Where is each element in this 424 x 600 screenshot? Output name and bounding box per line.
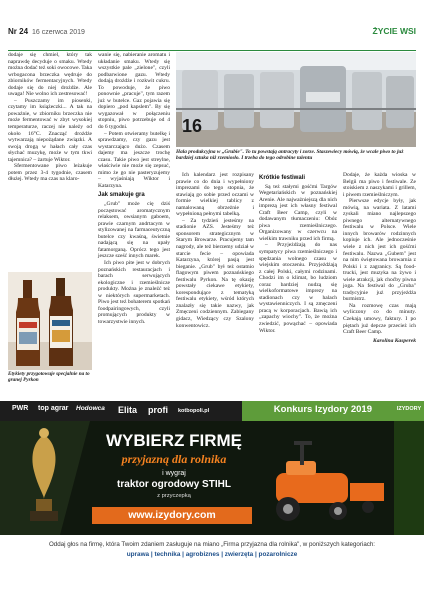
paragraph: Ich kalendarz jest rozpisany prawie co do dnia i wypełniony imprezami do tego stopnia, że stawiają go sobie przed oczami w formie wielkiej tablicy z namalowaną obrzeżnie i wypełnioną pełnymi tabelką. (176, 172, 254, 218)
sponsor-logo-top-agrar: top agrar (38, 405, 69, 412)
paragraph: Dodaje, że każda wioska w Belgii ma piwo i festiwale. Ze stoiskiem z naszykami i grillem, i piwem rzemieślniczym. (343, 172, 416, 198)
paragraph: „Grub" może cię dziś poczęstować aromatycznym relaksem, owsianym gaboem, prawie czarnym andrtacym w stylizowanej na farmaceutyczną butelce czy kwaśną, świetnie nadającą się na upały fatamorganą. Oprócz tego jest jeszcze sześć innych marek. (98, 201, 170, 260)
ad-headline: WYBIERZ FIRMĘ (106, 431, 242, 450)
photo-caption: Hala produkcyjna w „Grubie". To tu powstają antracyty i zorze. Staszewiecy mówią, że wcale piwo to już bardziej sztuka niż rzemiosło. I trzeba do tego odrobine talentu (176, 149, 404, 162)
paragraph: – Potem otwieramy butelkę i sprawdzamy, czy gazu jest wystarczająco dużo. Czasem dajemy ma jeszcze trochę czasu. Takie piwo jest streylne, właściwie nie może się zepsuć, mimo że go nie pasteryzujemy – wyjaśniają Wiktor i Katarzyna. (98, 130, 170, 189)
article-column-3 (176, 172, 254, 329)
ad-subheadline: przyjazną dla rolnika (121, 452, 227, 466)
issue-date: 16 czerwca 2019 (32, 29, 85, 36)
vote-instruction: Oddaj głos na firmę, która Twoim zdaniem zasługuje na miano „Firma przyjazna dla rolnika", w poniższych kategoriach: (48, 541, 376, 548)
sponsor-logo-pwr: PWR (12, 405, 29, 412)
author-signature: Karolina Kasperek (373, 337, 416, 344)
izydory-logo: IZYDORY (396, 406, 422, 412)
ad-url-button[interactable]: www.izydory.com (92, 507, 252, 524)
paragraph: Na rozmowę czas mają wyliczony co do minuty. Czekają umowy, faktury. I po piętach już depcze przecież ich Craft Beer Camp. (343, 302, 416, 336)
article-column-5 (343, 172, 416, 344)
paragraph: wanie się, nabieranie aromatu i układanie smaku. Wtedy się wszystkie pale „zielone", czyli podbarwione gazu. Wtedy dodają drożdże i rozkwit cukru. To powoduje, że piwo ponownie „pracuje", tym razem już w butelce. Gaz pojawia się dopiero „pod kapslem". By się wygazował w połączeniu stopniu, piwo potrzebuje od 4 do 6 tygodni. (98, 52, 170, 131)
section-title: ŻYCIE WSI (372, 26, 416, 36)
subheading: Jak smakuje gra (98, 192, 145, 199)
issue-number: Nr 24 (8, 27, 29, 36)
sponsor-logo-profi: profi (148, 405, 168, 415)
page-header (8, 26, 416, 38)
paragraph: Pierwsze edycje były, jak mówią, na wariata. Z latami zyskali miano najlepszego piwnego alternatywnego festiwalu w Polsce. Wiele innych browarów rodzinnych kopiuje ich. Ale jednocześnie wiele z nich jest ich gośćmi festiwalu. Nazwa „Gubem" jest na nim świętowana browarnia z Polski i z zagranicy. Są food-trucki, jest muzyka na żywo i wiele atrakcji, jak choćby piwna joga. Na festiwal do „Gruba" tradycyjnie już przyjeżdża burmistrz. (343, 198, 416, 303)
ad-prize-note: z przyczepką (157, 493, 191, 499)
paragraph: – Przyjeżdżają do nas sympatycy piwa rzemieślniczego i spędzania wolnego czasu w wiejskim otoczeniu. Przyjeżdżają z całej Polski, całymi rodzinami. Chodzi im o klimat, bo ludziom coraz bardziej nudzą się wielkoformatowe imprezy na stadionach czy w halach wystawienniczych. I są zmęczeni pracą w korporacjach. Bawią ich „zapachy wiochy". To, że można zwiedzić, powąchać – opowiada Wiktor. (259, 242, 337, 334)
photo-caption: Etykiety przygotowuje specjalnie na to granej Pyrkon (8, 371, 90, 383)
sponsor-logo-hodowca: Hodowca (76, 405, 105, 412)
header-divider (8, 50, 416, 51)
sponsor-logo-elita: Elita (118, 405, 138, 415)
contest-logo-panel (394, 421, 424, 535)
ad-prize: traktor ogrodowy STIHL (117, 479, 231, 490)
subheading: Krótkie festiwali (259, 175, 306, 181)
beer-bottles-photo (8, 272, 92, 370)
paragraph: Ich piwo pite jest w dobrych poznańskich restauracjach i barach serwujących ekologiczne i rzemieślnicze produkty. Można je znaleźć też w niektórych supermarketach. Piwo jest też bohaterem spotkań foodpairingowych, czyli promujących produkty w towarzystwie innych. (98, 259, 170, 325)
brewery-hall-photo (176, 52, 416, 147)
article-column-1 (8, 52, 92, 183)
article-column-4 (259, 172, 337, 334)
paragraph: Sfermentowane piwo leżakuje potem przez 3-4 tygodnie, czasem dłużej. Wtedy ma czas na klaro- (8, 163, 92, 183)
paragraph: – Za tydzień jesteśmy na stadionie AZS. Jesteśmy też sponsorem strategicznym w Starym Browarze. Pracujemy tam nagrody, ale też bierzemy udział w starcie fecie – opowiada Katarzyna, której pasją jest bieganie. „Grub" był też ostatnio flagowym piwem poznańskiego festiwalu Pyrkon. Na tę okazję powstały ciekawe etykiety, korespondujące z tematyką festiwalu etykiety, wśród których znalazły się takie nazwy, jak Zmęczeni codziennym. Zabiegany gidacz, Wiedzący czy Szalony konwentowicz. (176, 217, 254, 329)
sponsor-logo-kotbopoli: kotbopoli.pl (178, 408, 210, 414)
tank-number: 16 (182, 116, 203, 136)
vote-categories: uprawa | technika | agrobiznes | zwierzęta | pozarolnicze (126, 551, 298, 558)
contest-title: Konkurs Izydory 2019 (273, 404, 372, 415)
article-column-2 (98, 52, 170, 325)
ad-win-line: i wygraj (162, 470, 186, 477)
paragraph: – Puszczamy im piosenki, czytamy im książeczki... A tak na poważnie, w zbiorniku brzeczka nie może fermentować w zbyt wysokiej temperaturze, raczej nie należy od około 16°C. Znacząć drożdże wytwarzają niepożądane związki. A swoją drogą w hałach cały czas słychać muzykę, może w tym tkwi tajemnica? – żartuje Wiktor. (8, 97, 92, 163)
paragraph: Są też stałymi gośćmi Targów Wegetariańskich w poznańskiej Arenie. Ale najważniejszą dla nich imprezą jest ich własny festiwal Craft Beer Camp, czyli w dodawanym tłumaczeniu: Obóz piwa rzemieślniczego. Organizowany w czerwcu na wielkim trawniku przed ich firmą. (259, 183, 337, 242)
paragraph: dodaje się chmiel, który tak naprawdę decyduje o smaku. Wtedy można dodać też soki owocowe. Taka wrbogacona brzeczka wędruje do zbiorników fermentacyjnych. Wtedy dodaje się do niej drożdże. Ale uwaga! Nie wolno ich zestresować! (8, 52, 92, 98)
